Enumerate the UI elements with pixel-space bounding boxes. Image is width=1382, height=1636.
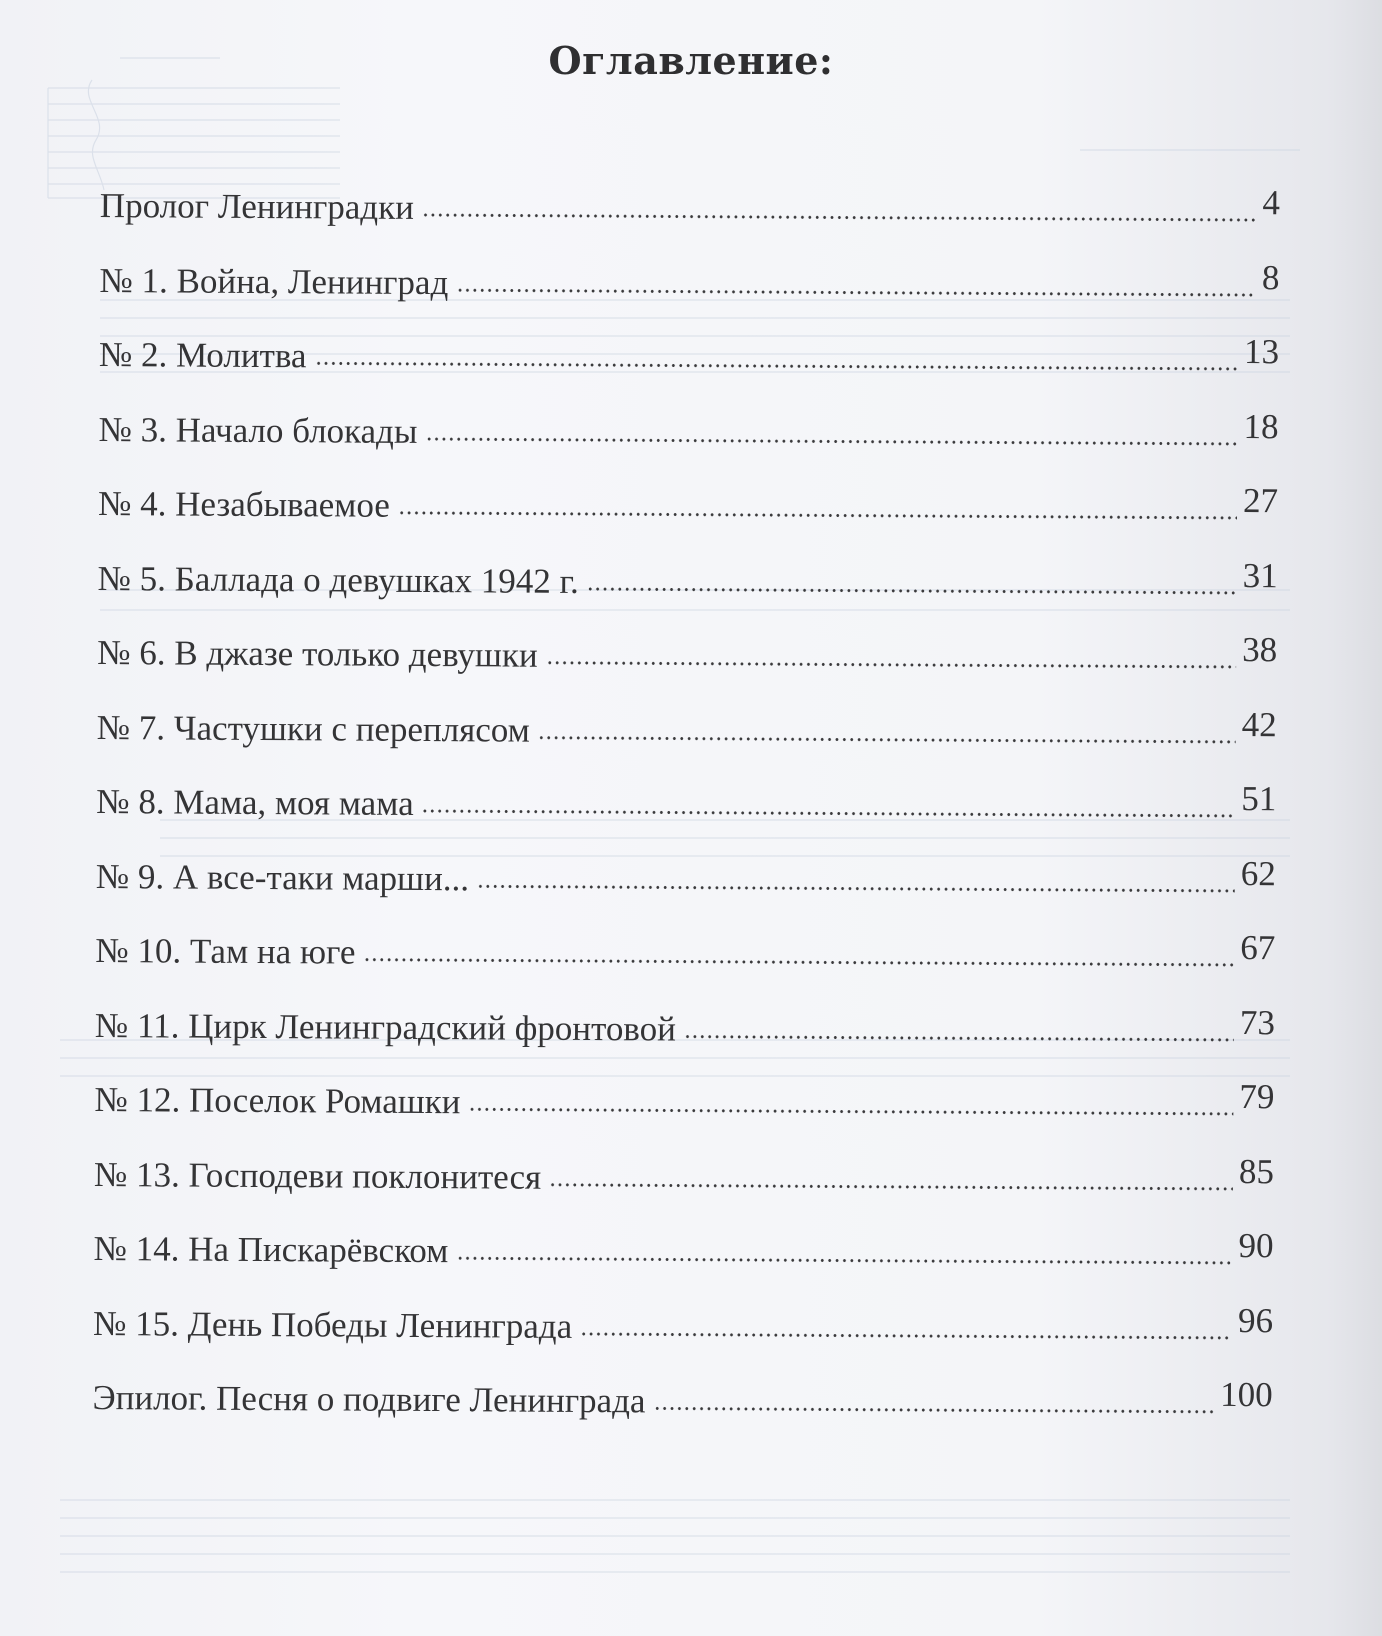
dot-leader xyxy=(587,586,1237,594)
toc-entry-title: № 14. На Пискарёвском xyxy=(93,1228,449,1271)
toc-entry xyxy=(94,1002,1276,1087)
toc-entry-page-number: 38 xyxy=(1242,629,1278,670)
toc-entry xyxy=(98,331,1280,417)
toc-entry-page-number: 4 xyxy=(1262,183,1281,223)
toc-entry-page-number: 100 xyxy=(1220,1374,1273,1415)
toc-entry-page-number: 90 xyxy=(1238,1225,1274,1266)
toc-entry-page-number: 67 xyxy=(1240,927,1276,968)
dot-leader xyxy=(363,958,1234,967)
toc-entry xyxy=(95,853,1276,938)
dot-leader xyxy=(546,661,1236,669)
toc-entry-title: № 12. Поселок Ромашки xyxy=(94,1079,461,1122)
toc-entry xyxy=(92,1300,1274,1385)
dot-leader xyxy=(456,1256,1232,1265)
dot-leader xyxy=(468,1107,1233,1116)
toc-entry-title: Пролог Ленинградки xyxy=(99,186,415,227)
toc-entry xyxy=(97,555,1278,640)
toc-entry xyxy=(93,1151,1275,1236)
toc-entry-title: № 8. Мама, моя мама xyxy=(96,781,414,823)
toc-entry-page-number: 27 xyxy=(1242,480,1279,521)
dot-leader xyxy=(425,436,1237,445)
toc-entry-page-number: 79 xyxy=(1239,1076,1275,1117)
dot-leader xyxy=(653,1406,1214,1413)
toc-entry xyxy=(97,629,1278,715)
dot-leader xyxy=(422,809,1236,818)
dot-leader xyxy=(684,1034,1234,1041)
toc-entry-page-number: 85 xyxy=(1238,1151,1275,1191)
toc-entry-page-number: 51 xyxy=(1241,778,1277,819)
toc-entry-page-number: 96 xyxy=(1237,1300,1274,1340)
toc-entry xyxy=(98,406,1279,491)
toc-entry xyxy=(99,257,1280,342)
toc-entry xyxy=(95,927,1276,1013)
toc-entry-title: № 7. Частушки с переплясом xyxy=(96,707,530,750)
toc-entry xyxy=(92,1374,1273,1460)
table-of-contents xyxy=(92,183,1281,1460)
toc-entry-title: № 1. Война, Ленинград xyxy=(99,260,449,302)
dot-leader xyxy=(314,361,1237,371)
page-title: Оглавление: xyxy=(548,38,834,83)
toc-entry-title: № 5. Баллада о девушках 1942 г. xyxy=(97,558,579,601)
dot-leader xyxy=(477,884,1235,893)
toc-entry-title: № 9. А все-таки марши... xyxy=(95,856,470,898)
toc-entry xyxy=(94,1076,1275,1162)
toc-entry-title: № 6. В джазе только девушки xyxy=(97,632,538,675)
toc-entry-page-number: 31 xyxy=(1242,555,1278,595)
toc-entry-page-number: 13 xyxy=(1243,331,1280,372)
toc-entry-title: Эпилог. Песня о подвиге Ленинграда xyxy=(92,1377,646,1421)
dot-leader xyxy=(456,288,1256,297)
toc-entry-page-number: 18 xyxy=(1243,406,1279,446)
dot-leader xyxy=(549,1182,1233,1190)
toc-entry-page-number: 8 xyxy=(1261,257,1280,297)
toc-entry-page-number: 62 xyxy=(1240,853,1276,893)
toc-entry-page-number: 42 xyxy=(1241,704,1277,744)
toc-entry-title: № 2. Молитва xyxy=(98,334,307,376)
dot-leader xyxy=(538,735,1236,743)
toc-entry-page-number: 73 xyxy=(1239,1002,1276,1042)
toc-entry xyxy=(99,183,1281,268)
dot-leader xyxy=(398,511,1237,520)
toc-entry-title: № 4. Незабываемое xyxy=(97,483,390,525)
toc-entry xyxy=(96,704,1277,789)
toc-entry xyxy=(97,480,1279,566)
toc-entry-title: № 13. Господеви поклонитеся xyxy=(93,1154,542,1197)
dot-leader xyxy=(422,213,1256,222)
dot-leader xyxy=(580,1331,1232,1339)
toc-entry xyxy=(93,1225,1274,1311)
toc-entry-title: № 3. Начало блокады xyxy=(98,409,418,451)
toc-entry-title: № 11. Цирк Ленинградский фронтовой xyxy=(94,1005,677,1049)
toc-entry-title: № 10. Там на юге xyxy=(95,930,356,972)
toc-entry-title: № 15. День Победы Ленинграда xyxy=(92,1303,573,1346)
toc-entry xyxy=(96,778,1277,864)
